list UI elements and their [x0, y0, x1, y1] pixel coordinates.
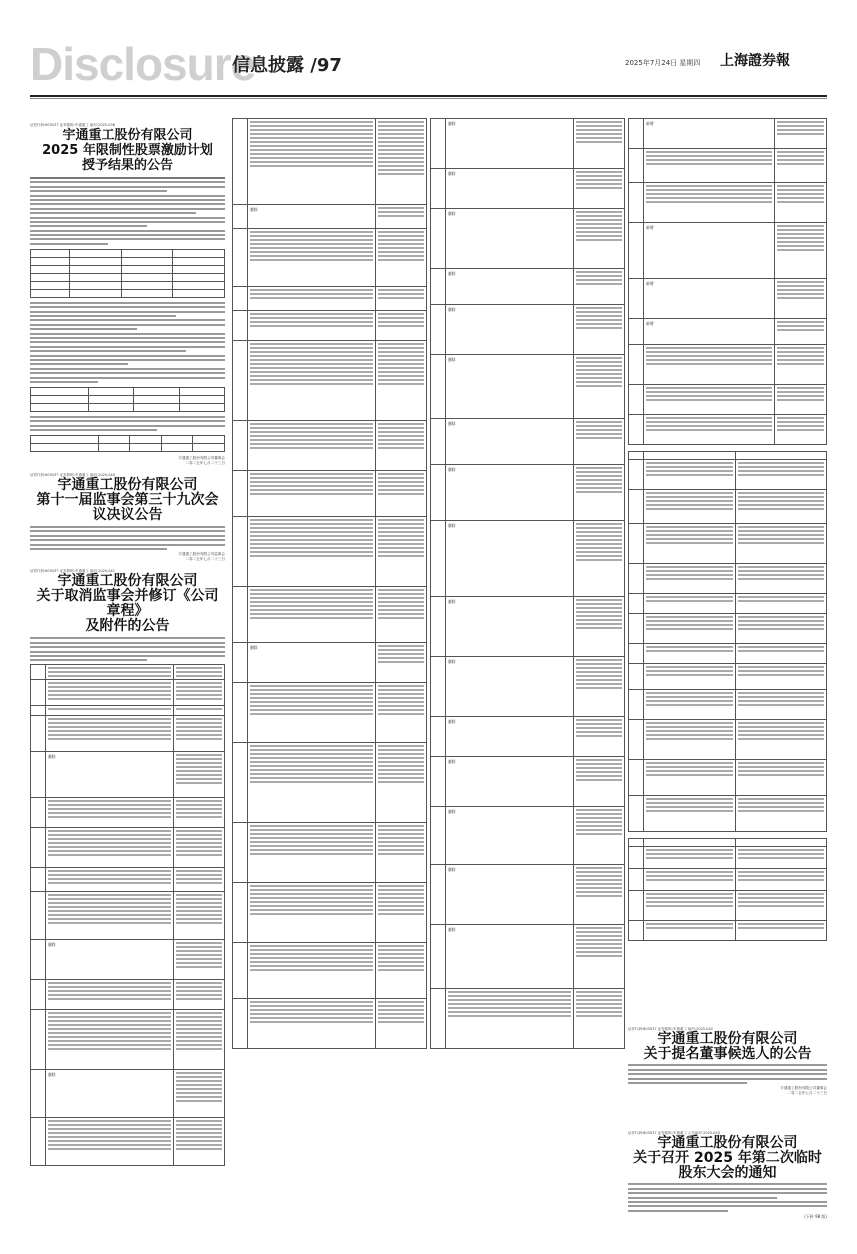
announcement-1 — [30, 122, 225, 466]
amendment-table-continued — [628, 118, 827, 445]
share-structure-table — [30, 435, 225, 452]
announcement-4 — [628, 1026, 827, 1096]
deleted-label: 删除 — [446, 717, 574, 757]
announcement-title: 2025 年限制性股票激励计划 — [42, 143, 213, 158]
announcement-title: 第十一届监事会第三十九次会议决议公告 — [36, 492, 219, 524]
newspaper-logo: 上海證券報 — [720, 53, 790, 69]
announcement-title: 授予结果的公告 — [81, 158, 173, 173]
deleted-label: 删除 — [46, 752, 174, 798]
signature-company: 宇通重工股份有限公司董事会 — [780, 1086, 827, 1091]
section-title: 信息披露 /97 — [232, 55, 342, 76]
deleted-label: 删除 — [446, 269, 574, 305]
deleted-label: 删除 — [446, 657, 574, 717]
deleted-label: 删除 — [446, 169, 574, 209]
announcement-title: 及附件的公告 — [85, 618, 170, 635]
body-text — [30, 637, 225, 661]
header-rule-thin — [30, 98, 827, 99]
continued-note: (下转 98 版) — [804, 1214, 827, 1220]
deleted-label: 删除 — [46, 1070, 174, 1118]
deleted-label: 删除 — [446, 757, 574, 807]
appendix-table-2 — [628, 838, 827, 941]
deleted-label: 删除 — [446, 419, 574, 465]
signature-company: 宇通重工股份有限公司董事会 — [178, 456, 225, 461]
header-rule — [30, 95, 827, 97]
deleted-label: 删除 — [248, 643, 376, 683]
deleted-label: 删除 — [446, 597, 574, 657]
announcement-meta: 证券代码:603037 证券简称:中通重工 公告编号:2025-043 — [628, 1131, 720, 1135]
new-label: 新增 — [644, 223, 775, 279]
issue-date: 2025年7月24日 星期四 — [625, 59, 701, 67]
body-text — [628, 1183, 827, 1211]
amendment-table-continued — [430, 118, 625, 1049]
announcement-meta: 证券代码:603037 证券简称:中通重工 编号:2025-040 — [30, 473, 115, 478]
body-text — [30, 177, 225, 245]
masthead-wordmark: Disclosure — [30, 38, 256, 90]
company-name: 宇通重工股份有限公司 — [62, 128, 193, 143]
column-center-right — [430, 118, 625, 1049]
signature-date: 二零二五年七月二十三日 — [185, 461, 225, 466]
announcement-2 — [30, 472, 225, 562]
deleted-label: 删除 — [446, 209, 574, 269]
signature-date: 二零二五年七月二十三日 — [185, 557, 225, 562]
deleted-label: 删除 — [446, 465, 574, 521]
deleted-label: 删除 — [446, 865, 574, 925]
deleted-label: 删除 — [446, 355, 574, 419]
column-center-left — [232, 118, 427, 1049]
company-name: 宇通重工股份有限公司 — [57, 477, 198, 494]
deleted-label: 删除 — [446, 925, 574, 989]
deleted-label: 删除 — [46, 940, 174, 980]
deleted-label: 删除 — [446, 807, 574, 865]
announcement-3 — [30, 568, 225, 1166]
announcement-meta: 证券代码:603037 证券简称:中通重工 编号:2025-042 — [628, 1027, 713, 1031]
column-right — [628, 118, 827, 941]
amendment-table-continued — [232, 118, 427, 1049]
announcement-title: 关于取消监事会并修订《公司章程》 — [36, 588, 219, 620]
company-name: 宇通重工股份有限公司 — [57, 573, 198, 590]
amendment-table — [30, 664, 225, 1166]
shareholding-table — [30, 387, 225, 412]
deleted-label: 删除 — [446, 521, 574, 597]
appendix-table — [628, 451, 827, 832]
grant-table — [30, 249, 225, 298]
company-name: 宇通重工股份有限公司 — [657, 1135, 798, 1151]
announcement-5 — [628, 1130, 827, 1220]
announcement-title: 关于召开 2025 年第二次临时 — [633, 1150, 822, 1166]
body-text — [30, 302, 225, 383]
new-label: 新增 — [644, 119, 775, 149]
signature-company: 宇通重工股份有限公司监事会 — [178, 552, 225, 557]
deleted-label: 删除 — [446, 305, 574, 355]
deleted-label: 删除 — [248, 205, 376, 229]
new-label: 新增 — [644, 319, 775, 345]
new-label: 新增 — [644, 279, 775, 319]
body-text — [30, 526, 225, 550]
deleted-label: 删除 — [446, 119, 574, 169]
announcement-title: 股东大会的通知 — [678, 1165, 777, 1181]
body-text — [30, 416, 225, 431]
body-text — [628, 1064, 827, 1084]
announcement-title: 关于提名董事候选人的公告 — [643, 1046, 812, 1062]
signature-date: 二零二五年七月二十三日 — [787, 1091, 827, 1096]
company-name: 宇通重工股份有限公司 — [657, 1031, 798, 1047]
announcement-meta: 证券代码:603037 证券简称:中通重工 编号:2025-038 — [30, 123, 115, 127]
column-left — [30, 118, 225, 1166]
announcement-meta: 证券代码:603037 证券简称:中通重工 编号:2025-041 — [30, 569, 115, 574]
